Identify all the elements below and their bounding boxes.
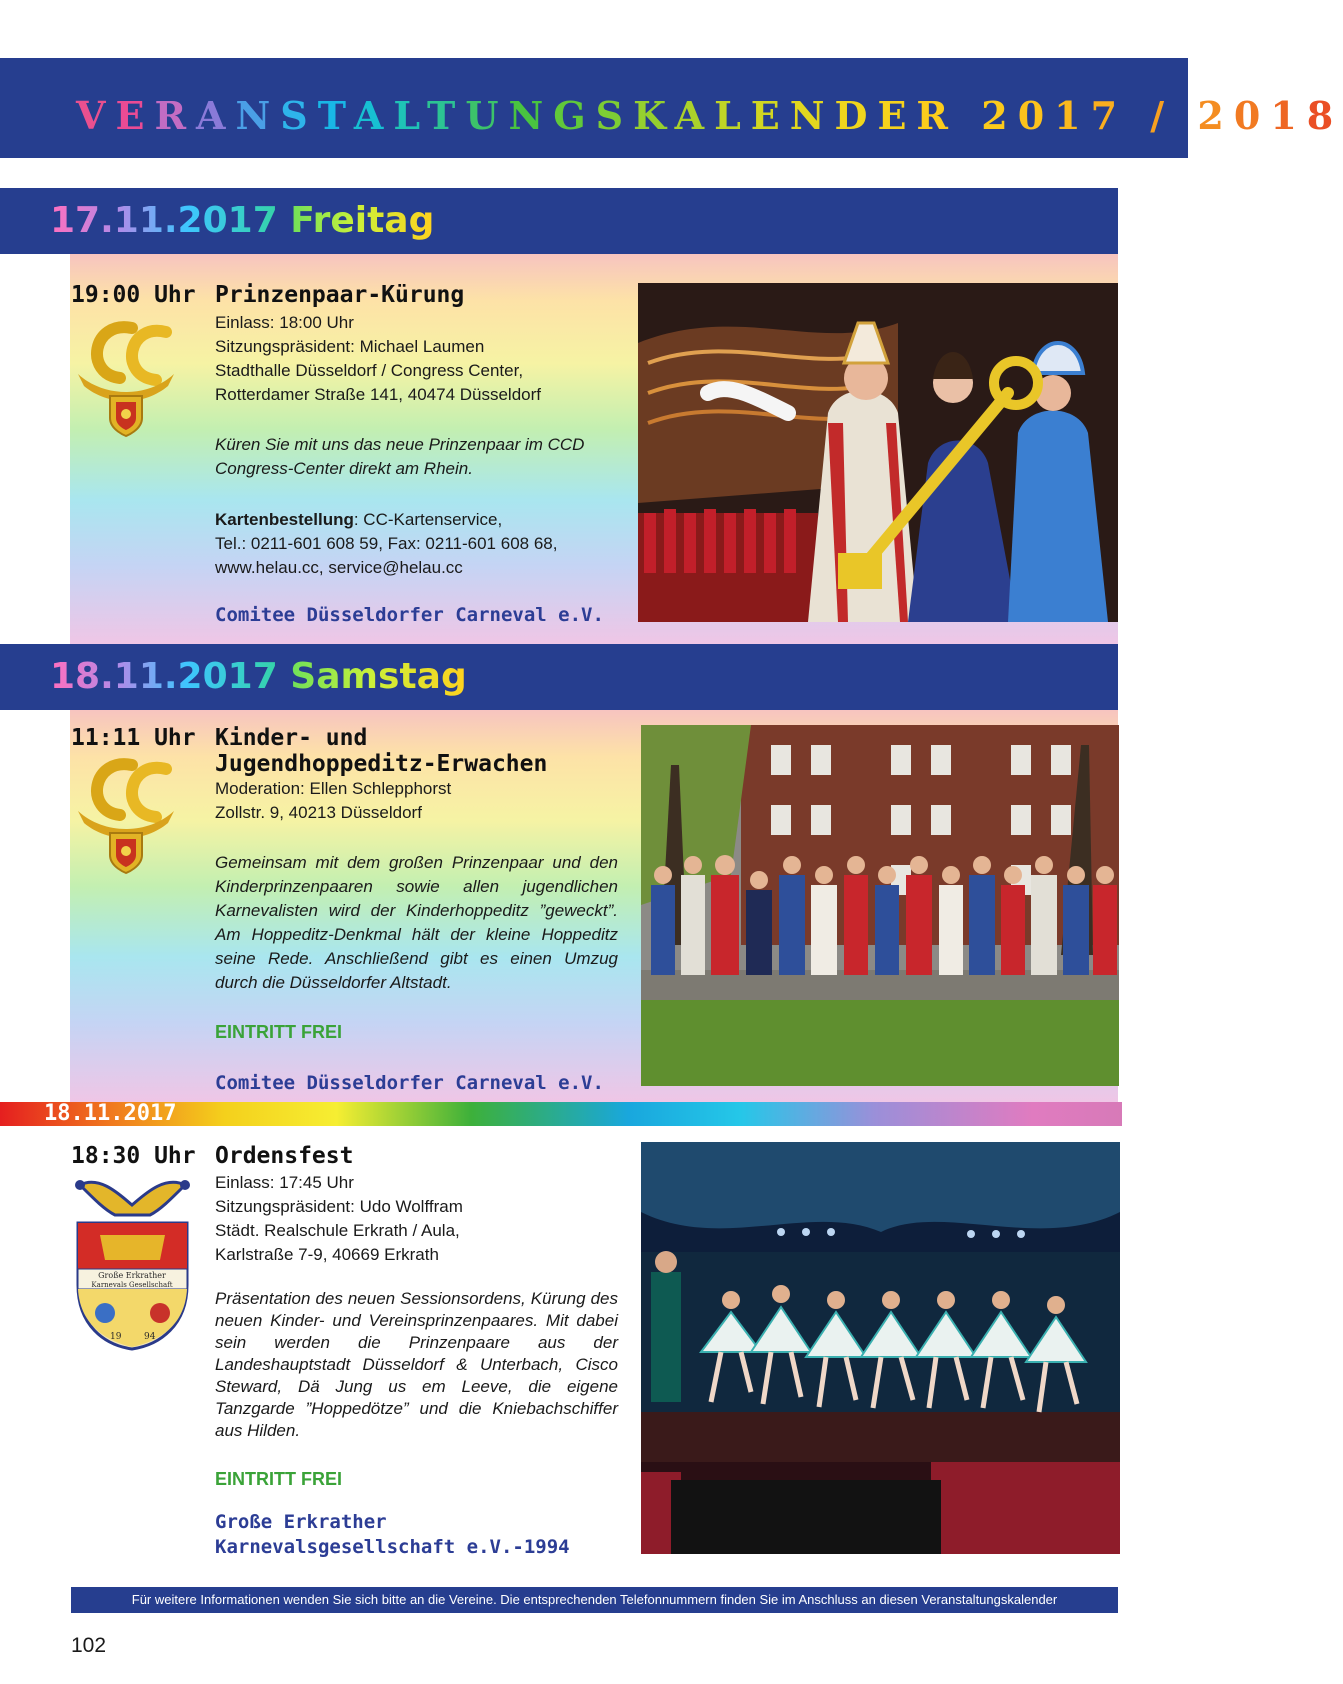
- title-letter: N: [789, 93, 835, 138]
- detail-line: Moderation: Ellen Schlepphorst: [215, 779, 452, 798]
- title-letter: [958, 93, 981, 138]
- crest-year: 19: [110, 1332, 122, 1342]
- detail-line: Einlass: 17:45 Uhr: [215, 1173, 354, 1192]
- event-title: Ordensfest: [215, 1143, 354, 1169]
- title-letter: N: [235, 93, 281, 138]
- event-description: Präsentation des neuen Sessionsordens, Kürung des neuen Kinder- und Vereinsprinzenpaares. Mit dabei sein werden die Prinzenpaare aus der Landeshauptstadt Düsseldorf & Unterbach, Cisco Steward, Dä Jung us em Leeve, die eigene Tanzgarde ”Hoppedötze” und die Kniebachschiffer aus Hilden.: [215, 1289, 618, 1440]
- crest-year: 94: [144, 1332, 156, 1342]
- day-header-1: [0, 188, 1118, 254]
- title-letter: [1174, 93, 1197, 138]
- title-letter: N: [508, 93, 554, 138]
- title-letter: G: [553, 93, 596, 138]
- title-letter: T: [317, 93, 354, 138]
- photo-hoppeditz-erwachen: [641, 725, 1119, 1086]
- title-letter: S: [595, 93, 634, 138]
- photo-prinzenpaar-kuerung: [638, 283, 1118, 622]
- day-date: 18.11.2017: [50, 656, 278, 697]
- title-letter: L: [714, 93, 751, 138]
- title-letter: E: [877, 93, 917, 138]
- crest-text: Große Erkrather: [98, 1271, 166, 1280]
- title-letter: D: [834, 93, 878, 138]
- tickets-label: Kartenbestellung: [215, 510, 354, 529]
- erkrath-crest-icon: [70, 1175, 195, 1350]
- crest-text: Karnevals Gesellschaft: [91, 1281, 173, 1289]
- title-letter: 7: [1090, 93, 1128, 138]
- title-letter: U: [465, 93, 509, 138]
- detail-line: Rotterdamer Straße 141, 40474 Düsseldorf: [215, 385, 542, 404]
- admission-free-label: EINTRITT FREI: [215, 1022, 342, 1042]
- title-letter: 0: [1017, 93, 1055, 138]
- day-weekday: Samstag: [290, 656, 467, 697]
- detail-line: Sitzungspräsident: Michael Laumen: [215, 337, 485, 356]
- detail-line: Stadthalle Düsseldorf / Congress Center,: [215, 361, 524, 380]
- title-letter: E: [750, 93, 790, 138]
- page-title: [76, 93, 1343, 138]
- title-letter: 1: [1054, 93, 1091, 138]
- event-organizer: Comitee Düsseldorfer Carneval e.V.: [215, 604, 604, 626]
- title-letter: 0: [1233, 93, 1271, 138]
- admission-free-label: EINTRITT FREI: [215, 1469, 342, 1489]
- title-letter: V: [76, 93, 116, 138]
- title-letter: K: [633, 93, 675, 138]
- footer-note: Für weitere Informationen wenden Sie sich bitte an die Vereine. Die entsprechenden Telefonnummern finden Sie im Anschluss an diesen Veranstaltungskalender: [71, 1587, 1118, 1613]
- detail-line: Einlass: 18:00 Uhr: [215, 313, 354, 332]
- title-letter: 8: [1306, 93, 1343, 138]
- event-description: Gemeinsam mit dem großen Prinzenpaar und den Kinderprinzenpaaren sowie allen jugendlichen Karnevalisten wird der Kinderhoppeditz ”geweckt”. Am Hoppeditz-Denkmal hält der kleine Hoppeditz seine Rede. Anschließend gibt es einen Umzug durch die Düsseldorfer Altstadt.: [215, 853, 618, 992]
- title-letter: A: [196, 93, 236, 138]
- cc-logo-icon: [70, 318, 182, 444]
- event-title: Prinzenpaar-Kürung: [215, 282, 465, 308]
- title-letter: 1: [1270, 93, 1307, 138]
- title-letter: S: [280, 93, 318, 138]
- separator-date: 18.11.2017: [44, 1101, 177, 1126]
- page-number: 102: [71, 1634, 107, 1657]
- event-title: Kinder- und Jugendhoppeditz-Erwachen: [215, 725, 548, 777]
- event-organizer: Große Erkrather Karnevalsgesellschaft e.V.-1994: [215, 1511, 570, 1558]
- cc-logo-icon: [70, 755, 182, 881]
- day-weekday: Freitag: [290, 200, 435, 241]
- event-time: 11:11 Uhr: [71, 725, 196, 751]
- title-letter: /: [1150, 93, 1175, 138]
- event-details: [215, 311, 635, 407]
- title-letter: [1127, 93, 1150, 138]
- detail-line: Sitzungspräsident: Udo Wolffram: [215, 1197, 463, 1216]
- rainbow-date-bar: [0, 1102, 1122, 1126]
- event-time: 19:00 Uhr: [71, 282, 196, 308]
- detail-line: Städt. Realschule Erkrath / Aula,: [215, 1221, 460, 1240]
- page-header-band: [0, 58, 1343, 158]
- title-letter: 2: [1197, 93, 1234, 138]
- photo-ordensfest-stage: [641, 1142, 1120, 1554]
- title-letter: R: [154, 93, 197, 138]
- title-letter: T: [427, 93, 466, 138]
- title-letter: A: [674, 93, 715, 138]
- event-description: Küren Sie mit uns das neue Prinzenpaar im CCD Congress-Center direkt am Rhein.: [215, 435, 585, 478]
- title-letter: L: [393, 93, 428, 138]
- detail-line: Zollstr. 9, 40213 Düsseldorf: [215, 803, 422, 822]
- day-header-2: [0, 644, 1118, 710]
- detail-line: Karlstraße 7-9, 40669 Erkrath: [215, 1245, 439, 1264]
- event-details: [215, 777, 635, 825]
- title-letter: A: [353, 93, 394, 138]
- event-organizer: Comitee Düsseldorfer Carneval e.V.: [215, 1072, 604, 1094]
- event-time: 18:30 Uhr: [71, 1143, 196, 1169]
- ticket-info: Kartenbestellung: CC-Kartenservice, Tel.: 0211-601 608 59, Fax: 0211-601 608 68, www.helau.cc, service@helau.cc: [215, 510, 558, 577]
- title-letter: R: [916, 93, 959, 138]
- title-letter: 2: [981, 93, 1018, 138]
- day-date: 17.11.2017: [50, 200, 278, 241]
- event-details: [215, 1171, 635, 1267]
- title-letter: E: [115, 93, 155, 138]
